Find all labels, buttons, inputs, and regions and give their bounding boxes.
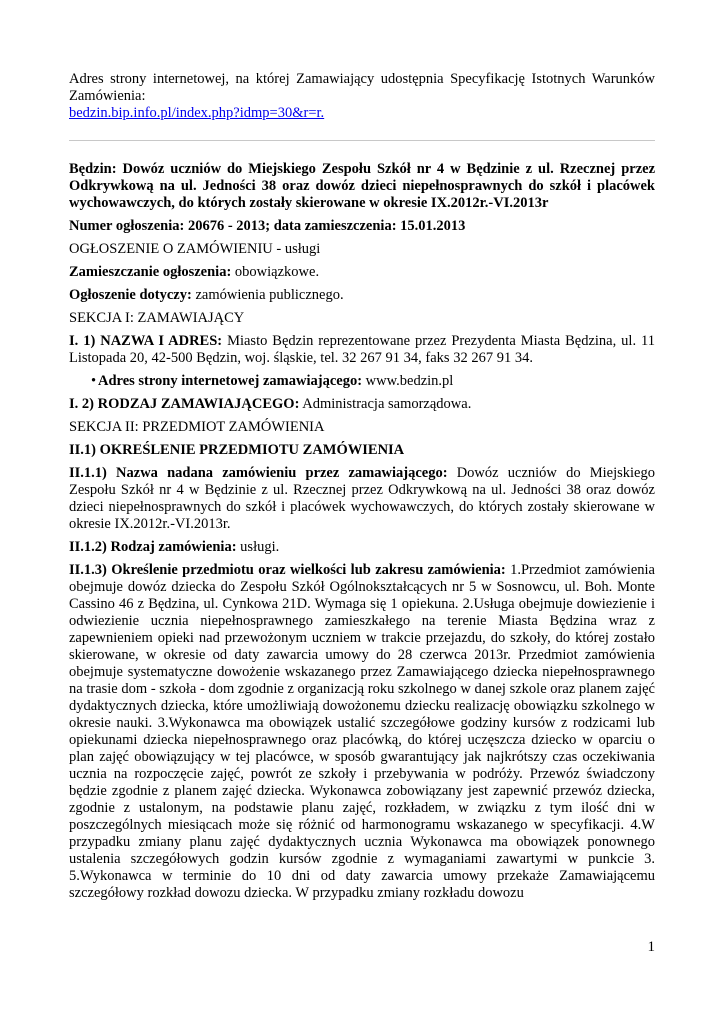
document-content	[69, 71, 655, 908]
item-113: II.1.3) Określenie przedmiotu oraz wielkości lub zakresu zamówienia: 1.Przedmiot zamówienia obejmuje dowóz dziecka do Zespołu Szkół Ogólnokształcących nr 5 w Sosnowcu, ul. Boh. Monte Cassino 46 z Będzina, ul. Cynkowa 21D. Wymaga się 1 opiekuna. 2.Usługa obejmuje dowiezienie i odwiezienie ucznia niepełnosprawnego zamieszkałego na terenie Miasta Będzina wraz z zapewnieniem opieki nad przewożonym uczniem w trakcie przejazdu, do szkoły, do której zostało skierowane, w okresie od daty zawarcia umowy do 28 czerwca 2013r. Przedmiot zamówienia obejmuje systematyczne dowożenie wskazanego przez Zamawiającego dziecka niepełnosprawnego na trasie dom - szkoła - dom zgodnie z organizacją roku szkolnego w danej szkole oraz planem zajęć dydaktycznych dziecka, które umożliwiają dowożonemu dziecku realizację obowiązku szkolnego w okresie nauki. 3.Wykonawca ma obowiązek ustalić szczegółowe godziny kursów z rodzicami lub opiekunami dziecka niepełnosprawnego oraz placówką, do której uczęszcza dziecko w oparciu o plan zajęć obowiązujący w tej placówce, w sposób gwarantujący jak najkrótszy czas oczekiwania ucznia na rozpoczęcie zajęć, powrót ze szkoły i przebywania w podróży. Przewóz świadczony będzie zgodnie z planem zajęć dziecka. Wykonawca zobowiązany jest zapewnić przewóz dziecka, zgodnie z ustalonym, na podstawie planu zajęć, rozkładem, w związku z tym ilość dni w poszczególnych miesiącach może się różnić od harmonogramu wskazanego w specyfikacji. 4.W przypadku zmiany planu zajęć dydaktycznych ucznia Wykonawca ma obowiązek ponownego ustalenia szczegółowych godzin kursów zgodnie z wymaganiami zawartymi w punkcie 3. 5.Wykonawca w terminie do 10 dni od daty zawarcia umowy przekaże Zamawiającemu szczegółowy rozkład dowozu dziecka. W przypadku zmiany rozkładu dowozu	[69, 562, 655, 901]
section2-subheading: II.1) OKREŚLENIE PRZEDMIOTU ZAMÓWIENIA	[69, 442, 405, 458]
separator-line	[69, 140, 655, 141]
authority-type: I. 2) RODZAJ ZAMAWIAJĄCEGO: Administracja samorządowa.	[69, 396, 472, 412]
intro-text: Adres strony internetowej, na której Zamawiający udostępnia Specyfikację Istotnych Warunków Zamówienia:	[69, 71, 655, 104]
posting-info: Zamieszczanie ogłoszenia: obowiązkowe.	[69, 264, 320, 280]
website-list-item: • Adres strony internetowej zamawiającego: www.bedzin.pl	[91, 373, 454, 389]
section1-heading: SEKCJA I: ZAMAWIAJĄCY	[69, 310, 245, 326]
section2-heading: SEKCJA II: PRZEDMIOT ZAMÓWIENIA	[69, 419, 325, 435]
bullet-icon: •	[91, 373, 97, 389]
concerns-info: Ogłoszenie dotyczy: zamówienia publicznego.	[69, 287, 344, 303]
item-112: II.1.2) Rodzaj zamówienia: usługi.	[69, 539, 280, 555]
notice-number: Numer ogłoszenia: 20676 - 2013; data zamieszczenia: 15.01.2013	[69, 218, 466, 234]
contracting-authority-name: I. 1) NAZWA I ADRES: Miasto Będzin reprezentowane przez Prezydenta Miasta Będzina, ul. 11 Listopada 20, 42-500 Będzin, woj. śląskie, tel. 32 267 91 34, faks 32 267 91 34.	[69, 333, 655, 366]
notice-title: Będzin: Dowóz uczniów do Miejskiego Zespołu Szkół nr 4 w Będzinie z ul. Rzecznej przez Odkrywkową na ul. Jedności 38 oraz dowóz dzieci niepełnosprawnych do szkół i placówek wychowawczych, do których zostały skierowane w okresie IX.2012r.-VI.2013r	[69, 161, 655, 211]
page-number: 1	[647, 939, 655, 955]
siwz-link[interactable]: bedzin.bip.info.pl/index.php?idmp=30&r=r.	[69, 105, 325, 121]
item-111: II.1.1) Nazwa nadana zamówieniu przez zamawiającego: Dowóz uczniów do Miejskiego Zespołu Szkół nr 4 w Będzinie z ul. Rzecznej przez Odkrywkową na ul. Jedności 38 oraz dowóz dzieci niepełnosprawnych do szkół i placówek wychowawczych, do których zostały skierowane w okresie IX.2012r.-VI.2013r.	[69, 465, 655, 532]
notice-type: OGŁOSZENIE O ZAMÓWIENIU - usługi	[69, 241, 321, 257]
